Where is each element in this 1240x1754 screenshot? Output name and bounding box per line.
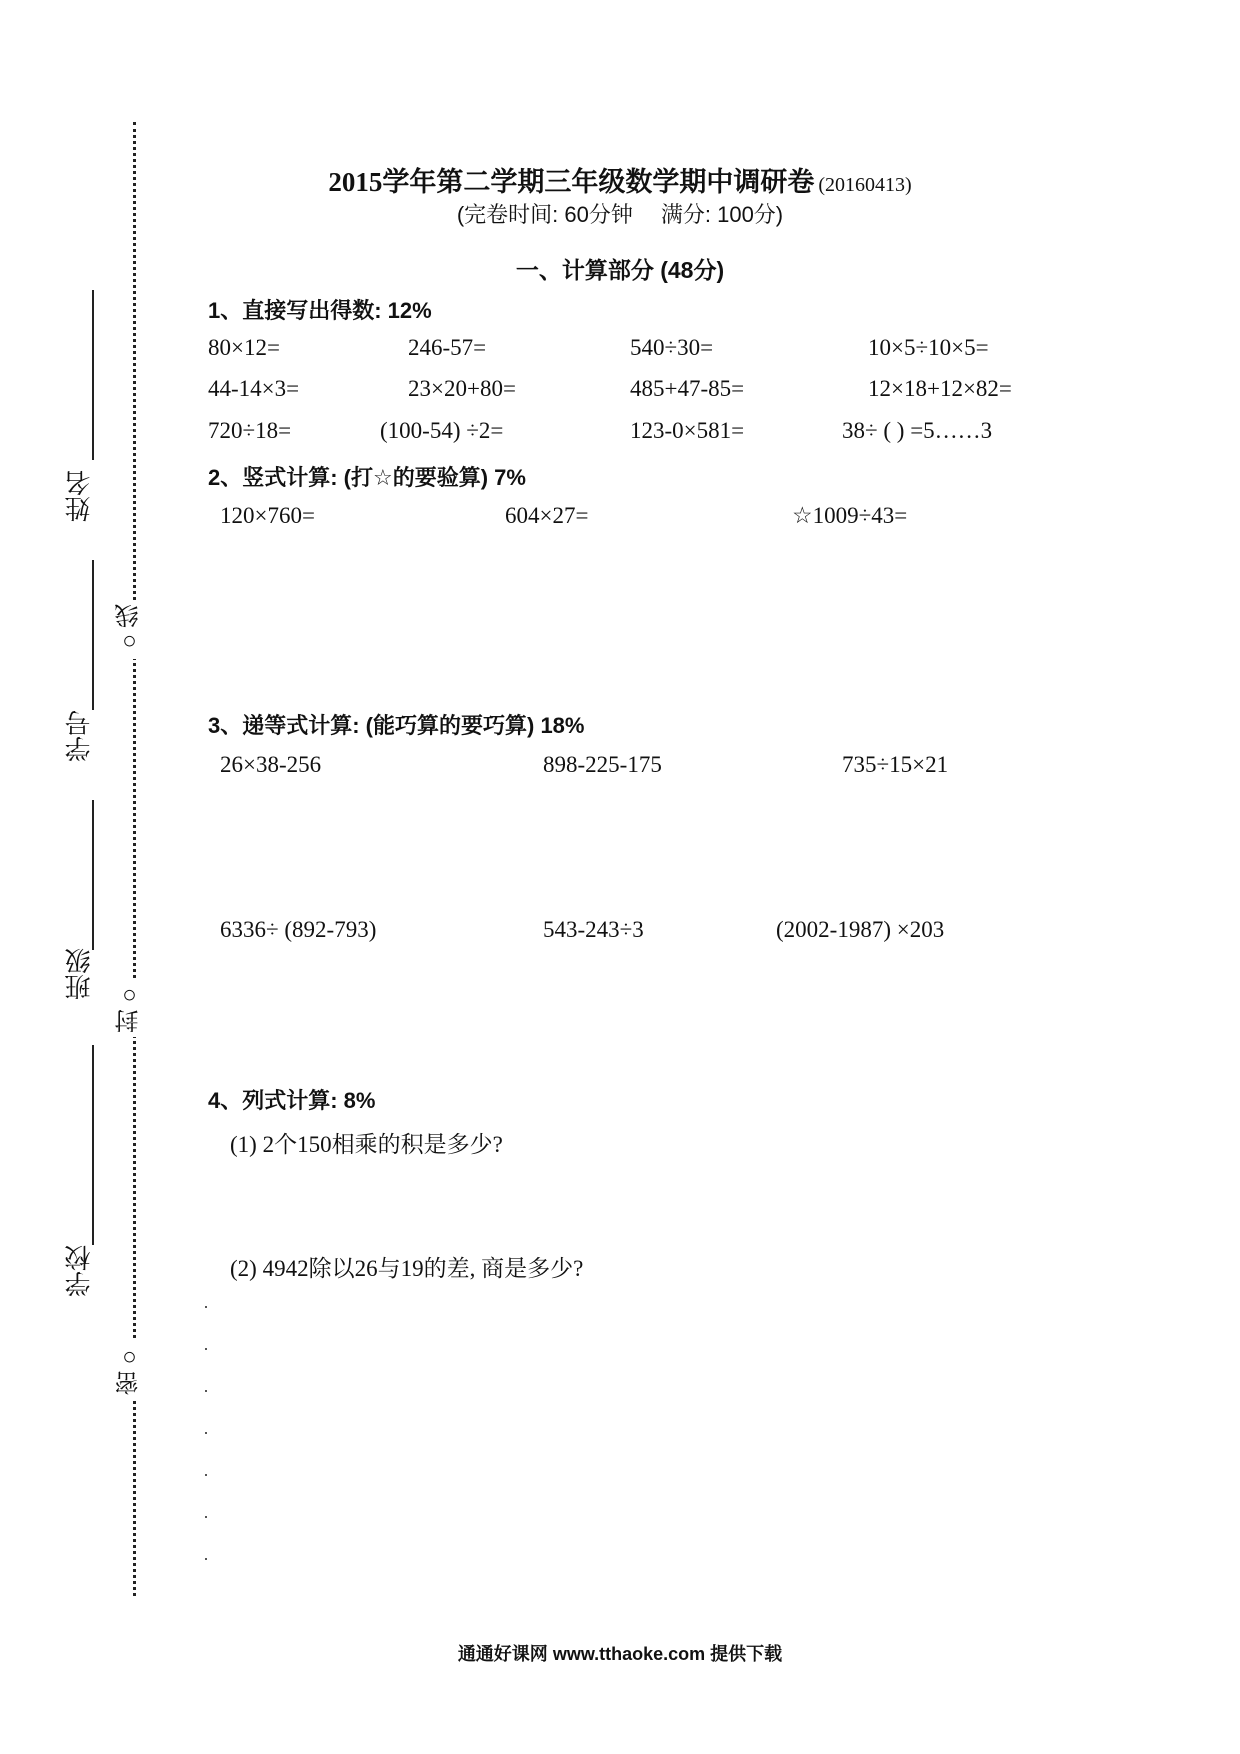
student-id-blank-line <box>92 560 94 710</box>
q1-item: 23×20+80= <box>408 376 516 401</box>
binder-label-class: 班级 <box>64 948 94 1000</box>
q1-item: 246-57= <box>408 335 487 360</box>
q2-item: 120×760= <box>220 503 315 528</box>
exam-title <box>0 160 1240 199</box>
q1-item: 80×12= <box>208 335 280 360</box>
q1-item: 44-14×3= <box>208 376 300 401</box>
exam-subtitle <box>0 198 1240 229</box>
q3-item: 6336÷ (892-793) <box>220 917 377 942</box>
scan-dot <box>205 1432 207 1434</box>
q3-item: 543-243÷3 <box>543 917 644 942</box>
q3-item: (2002-1987) ×203 <box>776 917 945 942</box>
q1-item: 485+47-85= <box>630 376 745 401</box>
scan-dot <box>205 1348 207 1350</box>
q4-item: (2) 4942除以26与19的差, 商是多少? <box>230 1256 584 1281</box>
footer-download-note: 通通好课网 www.tthaoke.com 提供下载 <box>457 1644 783 1664</box>
binder-label-name: 姓名 <box>64 470 94 522</box>
scan-dot <box>205 1474 207 1476</box>
q1-item: 123-0×581= <box>630 418 745 443</box>
q2-item: ☆1009÷43= <box>792 503 908 528</box>
exam-time: (完卷时间: 60分钟 <box>456 202 633 227</box>
q4-heading: 4、列式计算: 8% <box>208 1088 376 1113</box>
q1-item: 540÷30= <box>630 335 714 360</box>
scan-dot <box>205 1516 207 1518</box>
exam-date: (20160413) <box>818 174 912 196</box>
q1-item: (100-54) ÷2= <box>380 418 504 443</box>
scan-dot <box>205 1390 207 1392</box>
q2-heading: 2、竖式计算: (打☆的要验算) 7% <box>208 465 526 490</box>
name-blank-line <box>92 290 94 460</box>
seal-mark-secret: 密○ <box>118 1340 142 1399</box>
q1-item: 720÷18= <box>208 418 292 443</box>
binder-label-student-id: 学号 <box>64 710 94 762</box>
seal-mark-line: ○线 <box>118 600 142 659</box>
school-blank-line <box>92 1045 94 1245</box>
q1-item: 10×5÷10×5= <box>868 335 989 360</box>
q3-item: 735÷15×21 <box>842 752 949 777</box>
class-blank-line <box>92 800 94 950</box>
q1-heading: 1、直接写出得数: 12% <box>208 298 432 323</box>
scan-dot <box>205 1306 207 1308</box>
exam-title-text: 2015学年第二学期三年级数学期中调研卷 <box>328 167 815 197</box>
q1-item: 38÷ ( ) =5……3 <box>842 418 993 443</box>
q3-item: 898-225-175 <box>543 752 662 777</box>
q2-item: 604×27= <box>505 503 589 528</box>
section-1-heading: 一、计算部分 (48分) <box>515 257 725 283</box>
q4-item: (1) 2个150相乘的积是多少? <box>230 1132 503 1157</box>
binder-label-school: 学校 <box>64 1245 94 1297</box>
seal-mark-seal: 封○ <box>118 978 142 1037</box>
exam-score: 满分: 100分) <box>660 202 784 227</box>
q3-heading: 3、递等式计算: (能巧算的要巧算) 18% <box>208 713 585 738</box>
q3-item: 26×38-256 <box>220 752 322 777</box>
scan-dot <box>205 1558 207 1560</box>
q1-item: 12×18+12×82= <box>868 376 1012 401</box>
